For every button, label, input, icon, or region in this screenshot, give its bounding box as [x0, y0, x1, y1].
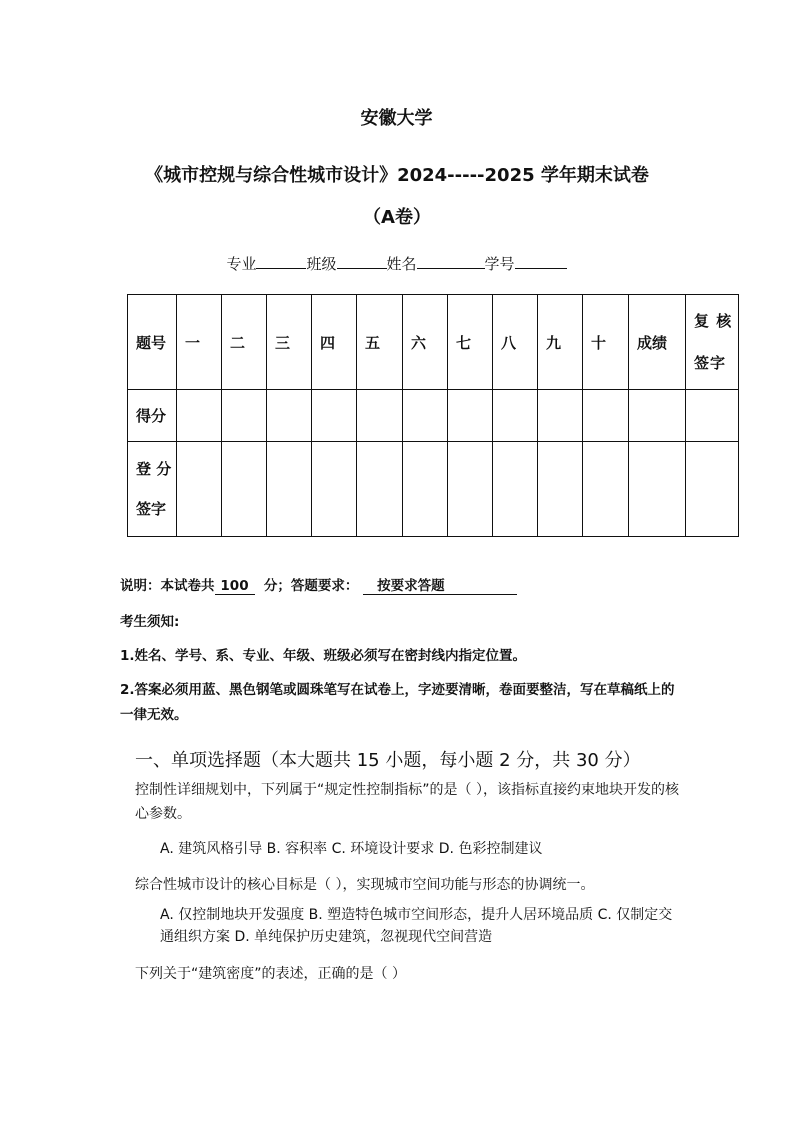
major-label: 专业	[226, 255, 257, 273]
cell-q9: 九	[538, 295, 583, 390]
question-1: 控制性详细规划中，下列属于“规定性控制指标”的是（ ），该指标直接约束地块开发的核心参数。	[135, 782, 679, 822]
cell-q5: 五	[357, 295, 403, 390]
name-label: 姓名	[386, 255, 417, 273]
score-table-sign-row	[128, 442, 739, 537]
cell-q3: 三	[267, 295, 312, 390]
score-input-cell[interactable]	[357, 390, 403, 442]
sign-input-cell[interactable]	[177, 442, 222, 537]
sign-input-cell[interactable]	[403, 442, 448, 537]
cell-q2: 二	[222, 295, 267, 390]
cell-total: 成绩	[629, 295, 686, 390]
cell-record-sign-label: 登 分签字	[128, 442, 177, 537]
student-info-line	[0, 253, 793, 274]
score-input-cell[interactable]	[403, 390, 448, 442]
sign-input-cell[interactable]	[583, 442, 629, 537]
score-input-cell[interactable]	[629, 390, 686, 442]
score-input-cell[interactable]	[448, 390, 493, 442]
class-blank[interactable]	[337, 254, 387, 269]
cell-q6: 六	[403, 295, 448, 390]
cell-q7: 七	[448, 295, 493, 390]
sign-input-cell[interactable]	[629, 442, 686, 537]
cell-q4: 四	[312, 295, 357, 390]
cell-q1: 一	[177, 295, 222, 390]
sign-input-cell[interactable]	[312, 442, 357, 537]
question-2-options: A. 仅控制地块开发强度 B. 塑造特色城市空间形态，提升人居环境品质 C. 仅制定交通组织方案 D. 单纯保护历史建筑，忽视现代空间营造	[160, 907, 673, 945]
name-blank[interactable]	[417, 254, 485, 269]
total-score-value: 100	[215, 578, 255, 595]
score-input-cell[interactable]	[312, 390, 357, 442]
sign-input-cell[interactable]	[686, 442, 739, 537]
cell-score-label: 得分	[128, 390, 177, 442]
question-1-options: A. 建筑风格引导 B. 容积率 C. 环境设计要求 D. 色彩控制建议	[160, 841, 543, 857]
score-input-cell[interactable]	[177, 390, 222, 442]
instruction-prefix: 说明：本试卷共	[120, 578, 215, 594]
score-input-cell[interactable]	[267, 390, 312, 442]
major-blank[interactable]	[256, 254, 306, 269]
score-table	[127, 294, 739, 537]
score-input-cell[interactable]	[538, 390, 583, 442]
question-2: 综合性城市设计的核心目标是（ ），实现城市空间功能与形态的协调统一。	[135, 877, 595, 893]
score-input-cell[interactable]	[686, 390, 739, 442]
section-1-title: 一、单项选择题（本大题共 15 小题，每小题 2 分，共 30 分）	[135, 750, 641, 771]
notice-title: 考生须知:	[120, 614, 180, 630]
cell-review-sign: 复 核签字	[686, 295, 739, 390]
sign-input-cell[interactable]	[222, 442, 267, 537]
instruction-mid: 分；答题要求：	[263, 578, 359, 594]
id-label: 学号	[484, 255, 515, 273]
rule-2: 2.答案必须用蓝、黑色钢笔或圆珠笔写在试卷上，字迹要清晰，卷面要整洁，写在草稿纸上的一律无效。	[120, 682, 675, 723]
sign-input-cell[interactable]	[493, 442, 538, 537]
score-input-cell[interactable]	[222, 390, 267, 442]
cell-q8: 八	[493, 295, 538, 390]
sign-input-cell[interactable]	[448, 442, 493, 537]
requirement-value: 按要求答题	[363, 574, 517, 595]
score-input-cell[interactable]	[583, 390, 629, 442]
sign-input-cell[interactable]	[357, 442, 403, 537]
sign-input-cell[interactable]	[267, 442, 312, 537]
id-blank[interactable]	[515, 254, 567, 269]
exam-title: 《城市控规与综合性城市设计》2024-----2025 学年期末试卷（A卷）	[145, 165, 649, 228]
cell-q10: 十	[583, 295, 629, 390]
score-table-header-row	[128, 295, 739, 390]
exam-instructions	[120, 574, 517, 595]
sign-input-cell[interactable]	[538, 442, 583, 537]
cell-question-number: 题号	[128, 295, 177, 390]
class-label: 班级	[306, 255, 337, 273]
question-3: 下列关于“建筑密度”的表述，正确的是（ ）	[135, 966, 406, 982]
rule-1: 1.姓名、学号、系、专业、年级、班级必须写在密封线内指定位置。	[120, 648, 527, 664]
score-table-score-row	[128, 390, 739, 442]
university-name: 安徽大学	[360, 108, 433, 129]
score-input-cell[interactable]	[493, 390, 538, 442]
